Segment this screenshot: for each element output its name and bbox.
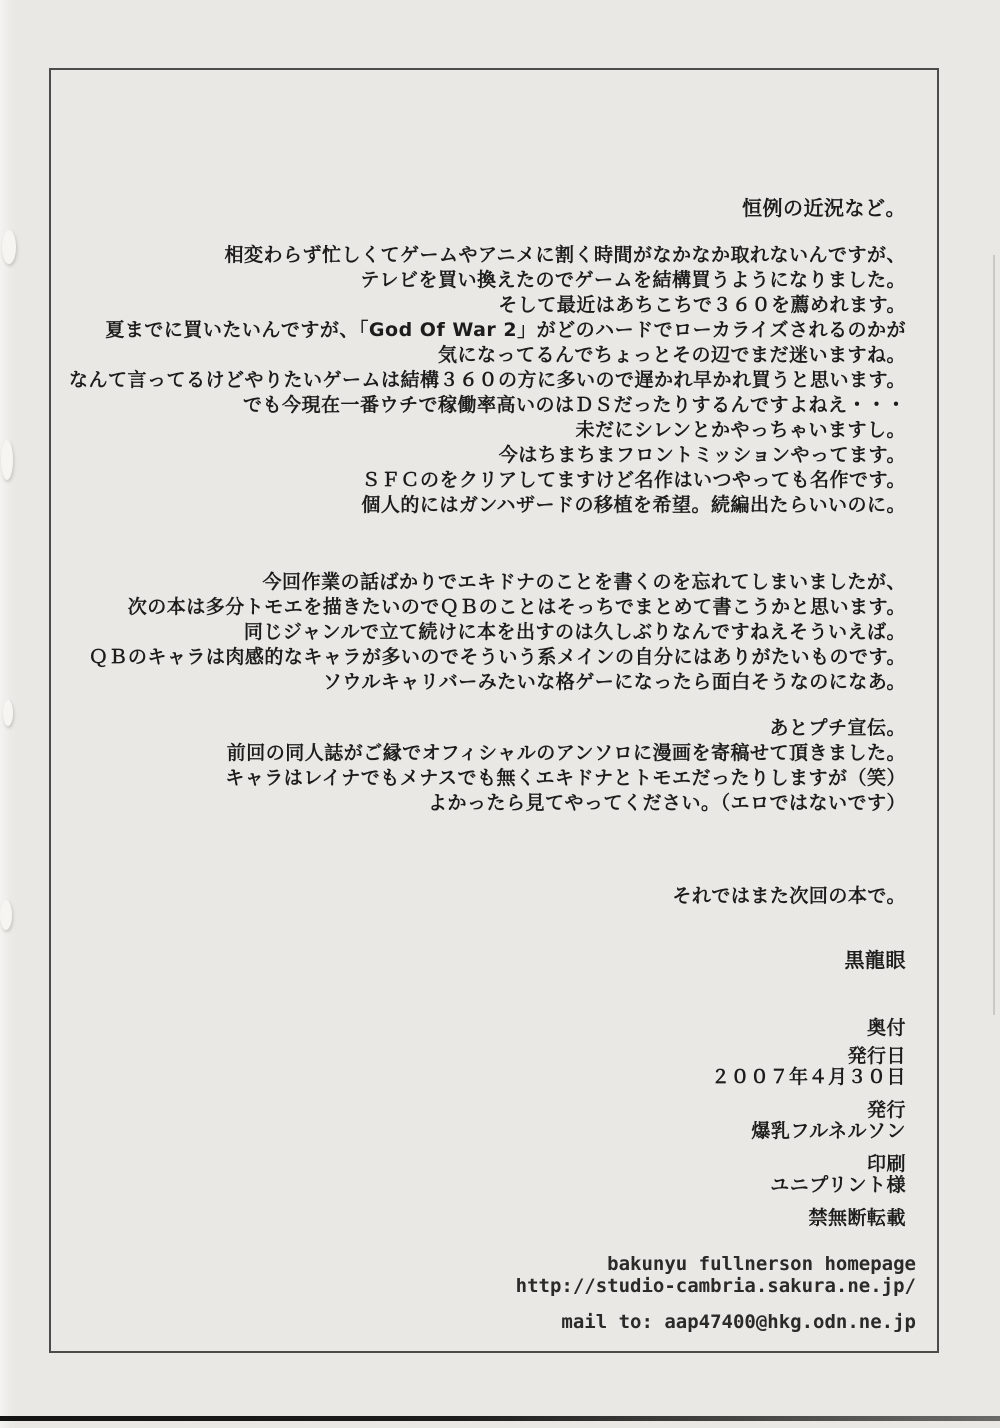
paragraph-line: 気になってるんでちょっとその辺でまだ迷いますね。 <box>437 344 906 366</box>
paragraph-line: 個人的にはガンハザードの移植を希望。続編出たらいいのに。 <box>361 494 906 516</box>
homepage-info <box>60 1253 916 1297</box>
paragraph-line: なんて言ってるけどやりたいゲームは結構３６０の方に多いので遅かれ早かれ買うと思います。 <box>69 369 906 391</box>
section-heading: 恒例の近況など。 <box>742 196 906 220</box>
paper-edge-blob <box>2 230 16 264</box>
paragraph-line: 夏までに買いたいんですが、「God Of War 2」がどのハードでローカライズされるのかが <box>105 319 906 341</box>
printer-value: ユニプリント様 <box>770 1174 906 1196</box>
paragraph-next-book <box>60 570 906 695</box>
paragraph-line: 同じジャンルで立て続けに本を出すのは久しぶりなんですねえそういえば。 <box>243 621 906 643</box>
scan-edge-shadow <box>993 255 995 1015</box>
paragraph-line: 次の本は多分トモエを描きたいのでＱＢのことはそっちでまとめて書こうかと思います。 <box>127 596 906 618</box>
paragraph-promotion <box>60 716 906 816</box>
paragraph-line: ＱＢのキャラは肉感的なキャラが多いのでそういう系メインの自分にはありがたいものです。 <box>88 646 906 668</box>
paragraph-line: テレビを買い換えたのでゲームを結構買うようになりました。 <box>360 269 906 291</box>
colophon-printer <box>60 1154 906 1196</box>
paragraph-line: 未だにシレンとかやっちゃいますし。 <box>575 419 906 441</box>
paragraph-line: あとプチ宣伝。 <box>769 717 906 739</box>
paragraph-line: よかったら見てやってください。（エロではないです） <box>427 792 906 814</box>
paragraph-line: ソウルキャリバーみたいな格ゲーになったら面白そうなのになあ。 <box>322 671 906 693</box>
paragraph-line: でも今現在一番ウチで稼働率高いのはＤＳだったりするんですよねえ・・・ <box>242 394 906 416</box>
scan-bottom-line <box>0 1416 1000 1421</box>
reprint-prohibited-notice: 禁無断転載 <box>808 1207 906 1229</box>
paper-edge-blob <box>3 700 13 726</box>
paragraph-line: ＳＦＣのをクリアしてますけど名作はいつやっても名作です。 <box>361 469 906 491</box>
colophon-publish-date <box>60 1046 906 1088</box>
publish-date-value: ２００７年４月３０日 <box>710 1066 906 1088</box>
publisher-label: 発行 <box>866 1099 906 1121</box>
colophon-publisher <box>60 1100 906 1142</box>
paper-edge-blob <box>1 440 13 480</box>
printer-label: 印刷 <box>866 1153 906 1175</box>
paragraph-line: 今回作業の話ばかりでエキドナのことを書くのを忘れてしまいましたが、 <box>262 571 906 593</box>
paragraph-line: そして最近はあちこちで３６０を薦めれます。 <box>498 294 906 316</box>
author-signature: 黒龍眼 <box>844 948 906 972</box>
paragraph-line: 前回の同人誌がご縁でオフィシャルのアンソロに漫画を寄稿せて頂きました。 <box>226 742 906 764</box>
publish-date-label: 発行日 <box>847 1045 906 1067</box>
publisher-value: 爆乳フルネルソン <box>751 1120 906 1142</box>
colophon-title: 奥付 <box>866 1017 906 1039</box>
closing-line: それではまた次回の本で。 <box>672 885 906 907</box>
paragraph-line: 相変わらず忙しくてゲームやアニメに割く時間がなかなか取れないんですが、 <box>224 244 906 266</box>
paragraph-line: 今はちまちまフロントミッションやってます。 <box>498 444 906 466</box>
homepage-url: http://studio-cambria.sakura.ne.jp/ <box>515 1275 916 1297</box>
paragraph-line: キャラはレイナでもメナスでも無くエキドナとトモエだったりしますが（笑） <box>225 767 906 789</box>
paper-edge-blob <box>0 900 12 930</box>
mail-address: mail to: aap47400@hkg.odn.ne.jp <box>561 1311 916 1333</box>
homepage-label: bakunyu fullnerson homepage <box>607 1253 916 1275</box>
paragraph-recent-news <box>60 243 906 518</box>
